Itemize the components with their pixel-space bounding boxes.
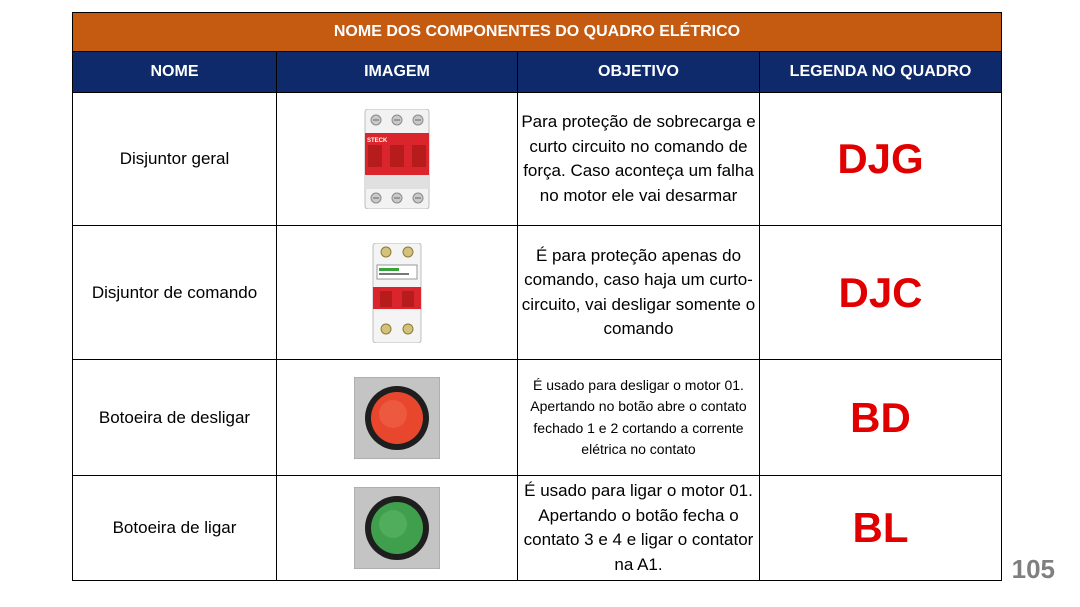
header-nome: NOME xyxy=(73,52,277,93)
component-legend: BD xyxy=(760,360,1002,476)
table-row xyxy=(73,360,1002,476)
component-image-cell xyxy=(277,93,518,226)
component-image-cell xyxy=(277,360,518,476)
components-table xyxy=(72,12,1002,581)
three-pole-breaker-icon xyxy=(363,109,431,209)
red-push-button-icon xyxy=(354,377,440,459)
header-legenda: LEGENDA NO QUADRO xyxy=(760,52,1002,93)
component-name: Disjuntor de comando xyxy=(73,226,277,360)
table-title: NOME DOS COMPONENTES DO QUADRO ELÉTRICO xyxy=(73,13,1002,52)
component-name: Botoeira de ligar xyxy=(73,476,277,581)
breaker-brand: STECK xyxy=(367,138,388,144)
component-image-cell xyxy=(277,476,518,581)
component-objective: É para proteção apenas do comando, caso haja um curto-circuito, vai desligar somente o comando xyxy=(518,226,760,360)
component-legend: DJC xyxy=(760,226,1002,360)
table-row xyxy=(73,93,1002,226)
component-image-cell xyxy=(277,226,518,360)
table-row xyxy=(73,476,1002,581)
header-objetivo: OBJETIVO xyxy=(518,52,760,93)
table-row xyxy=(73,226,1002,360)
component-objective: É usado para desligar o motor 01. Apertando no botão abre o contato fechado 1 e 2 cortando a corrente elétrica no contato xyxy=(518,360,760,476)
two-pole-breaker-icon xyxy=(372,243,422,343)
component-legend: BL xyxy=(760,476,1002,581)
page-number: 105 xyxy=(1011,554,1055,584)
header-imagem: IMAGEM xyxy=(277,52,518,93)
green-push-button-icon xyxy=(354,487,440,569)
component-name: Botoeira de desligar xyxy=(73,360,277,476)
component-objective: Para proteção de sobrecarga e curto circuito no comando de força. Caso aconteça um falha no motor ele vai desarmar xyxy=(518,93,760,226)
component-objective: É usado para ligar o motor 01. Apertando o botão fecha o contato 3 e 4 e ligar o contator na A1. xyxy=(518,476,760,581)
component-name: Disjuntor geral xyxy=(73,93,277,226)
component-legend: DJG xyxy=(760,93,1002,226)
